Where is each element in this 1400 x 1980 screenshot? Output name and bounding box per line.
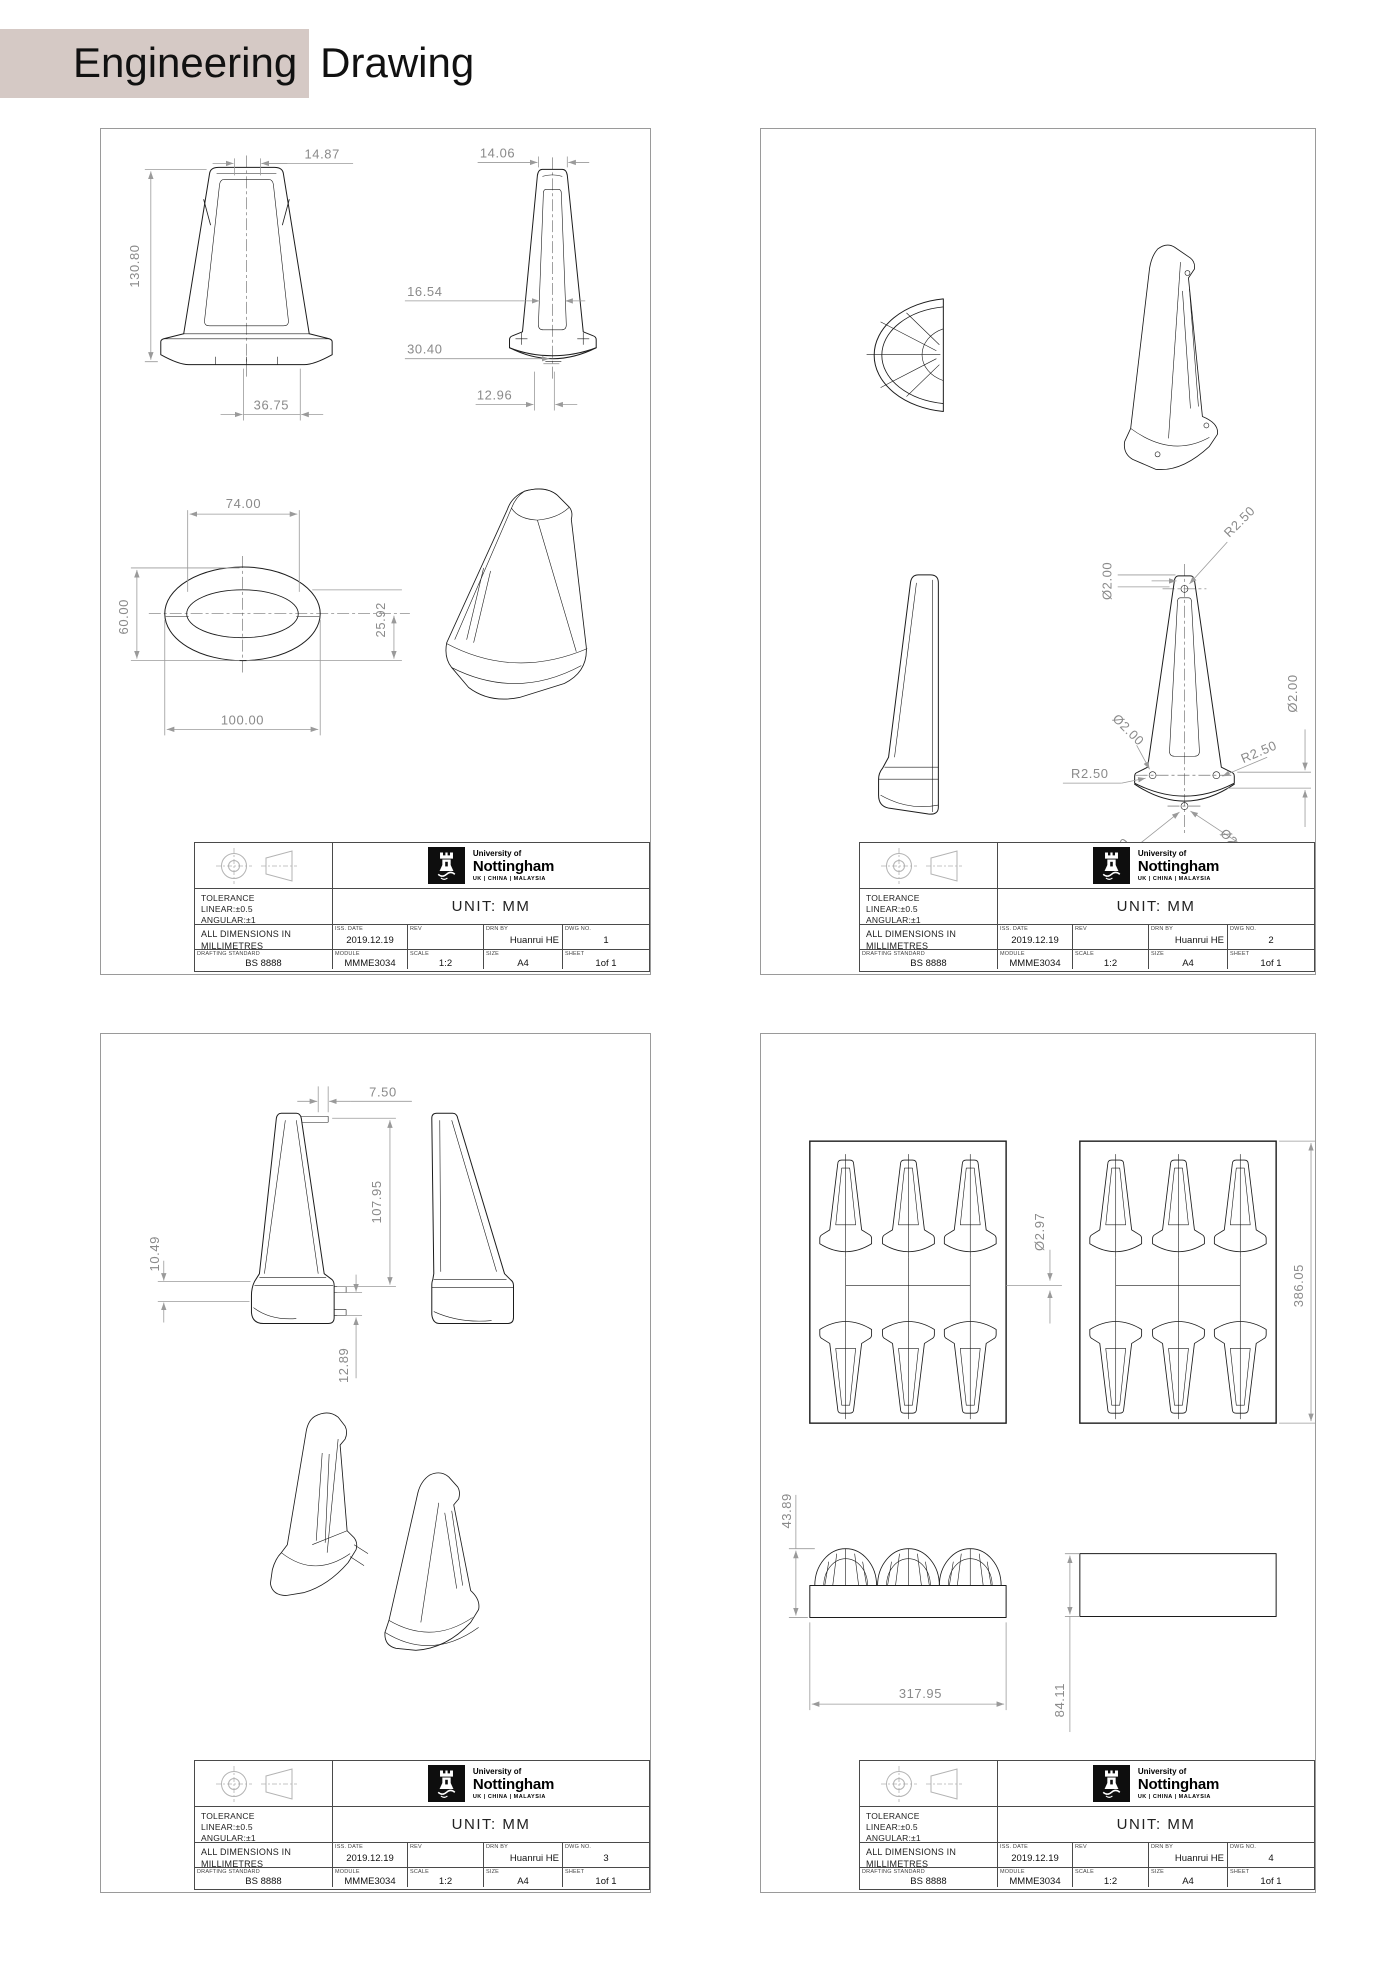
drawing-sheet-1 (100, 128, 651, 975)
sheet-cell: SHEET 1of 1 (562, 950, 649, 969)
university-logo (332, 843, 649, 888)
module-cell: MODULE MMME3034 (997, 950, 1072, 969)
dim-runner-dia: Ø2.97 (1031, 1212, 1047, 1251)
university-line2: Nottingham (1137, 857, 1220, 875)
drawing-sheet-2 (760, 128, 1316, 975)
projection-symbol-icon (195, 1761, 332, 1806)
rev-cell: REV (407, 1843, 483, 1867)
rev-cell: REV (1072, 1843, 1148, 1867)
dim-r-mid-left: R2.50 (1071, 766, 1109, 782)
dim-dia-top-left: Ø2.00 (1099, 561, 1115, 601)
dim-front-base-width: 36.75 (253, 397, 290, 413)
university-logo (997, 1761, 1314, 1806)
dim-front-top-width: 14.87 (304, 146, 340, 162)
dim-dia-mid-left: Ø2.00 (1109, 710, 1148, 749)
all-dimensions-note: ALL DIMENSIONS IN MILLIMETRES (866, 929, 957, 949)
university-line1: University of (472, 1767, 522, 1777)
university-line1: University of (1137, 849, 1187, 859)
dimensions-3 (147, 1084, 412, 1383)
all-dimensions-note: ALL DIMENSIONS IN MILLIMETRES (866, 1847, 957, 1867)
university-line3: UK | CHINA | MALAYSIA (1137, 1793, 1211, 1800)
unit-note: UNIT: MM (332, 889, 649, 924)
dim-side-bottom-width: 12.96 (476, 387, 513, 403)
right-half-side-view (432, 1113, 514, 1323)
projection-symbol-icon (195, 843, 332, 888)
drn-by-cell: DRN BY Huanrui HE (1148, 925, 1227, 949)
isometric-view (446, 489, 587, 699)
mold-side-view-plain (1080, 1554, 1276, 1617)
isometric-half-view (1124, 245, 1217, 470)
iss-date-cell: ISS. DATE 2019.12.19 (997, 925, 1072, 949)
mold-side-view-with-cavities (810, 1549, 1006, 1618)
university-logo-text (473, 849, 554, 881)
isometric-half-view-right (385, 1473, 479, 1650)
projection-symbol-icon (860, 843, 997, 888)
module-cell: MODULE MMME3034 (332, 1868, 407, 1887)
drawing-sheet-3 (100, 1033, 651, 1893)
module-cell: MODULE MMME3034 (997, 1868, 1072, 1887)
drafting-standard-cell: DRAFTING STANDARD BS 8888 (197, 951, 282, 969)
uon-castle-logo-icon (428, 847, 465, 884)
uon-castle-logo-icon (1093, 847, 1130, 884)
uon-castle-logo-icon (428, 1765, 465, 1802)
all-dimensions-note: ALL DIMENSIONS IN MILLIMETRES (201, 929, 292, 949)
dim-pin-spacing: 12.89 (336, 1347, 352, 1384)
sheet-cell: SHEET 1of 1 (562, 1868, 649, 1887)
title-block-4 (859, 1760, 1315, 1890)
drn-by-cell: DRN BY Huanrui HE (1148, 1843, 1227, 1867)
left-half-side-view (251, 1113, 346, 1323)
centerlines (149, 155, 553, 673)
iss-date-cell: ISS. DATE 2019.12.19 (332, 1843, 407, 1867)
university-line1: University of (472, 849, 522, 859)
dim-top-height: 60.00 (115, 599, 131, 635)
iss-date-cell: ISS. DATE 2019.12.19 (332, 925, 407, 949)
dimensions-4 (779, 1141, 1315, 1732)
drafting-standard-cell: DRAFTING STANDARD BS 8888 (197, 1869, 282, 1887)
page-title-highlight: Engineering (0, 29, 309, 98)
drafting-standard-cell: DRAFTING STANDARD BS 8888 (862, 951, 947, 969)
drn-by-cell: DRN BY Huanrui HE (483, 925, 562, 949)
dim-front-height: 130.80 (126, 244, 142, 288)
university-logo-text (1138, 849, 1219, 881)
dim-dia-right: Ø2.00 (1285, 674, 1301, 713)
size-cell: SIZE A4 (1148, 950, 1227, 969)
title-block-3 (194, 1760, 650, 1890)
dim-side-base-width: 30.40 (407, 341, 443, 357)
title-block-2 (859, 842, 1315, 972)
scale-cell: SCALE 1:2 (1072, 950, 1148, 969)
all-dimensions-note: ALL DIMENSIONS IN MILLIMETRES (201, 1847, 292, 1867)
size-cell: SIZE A4 (1148, 1868, 1227, 1887)
dwg-no-cell: DWG NO. 4 (1227, 1843, 1314, 1867)
size-cell: SIZE A4 (483, 950, 562, 969)
unit-note: UNIT: MM (997, 889, 1314, 924)
scale-cell: SCALE 1:2 (1072, 1868, 1148, 1887)
mold-plate-right-view (1080, 1141, 1276, 1423)
dim-r-mid-right: R2.50 (1238, 737, 1279, 766)
drafting-standard-cell: DRAFTING STANDARD BS 8888 (862, 1869, 947, 1887)
dim-plate-thickness: 84.11 (1051, 1682, 1067, 1718)
page-title (0, 29, 474, 98)
university-logo (332, 1761, 649, 1806)
university-logo (997, 843, 1314, 888)
university-logo-text (473, 1767, 554, 1799)
drn-by-cell: DRN BY Huanrui HE (483, 1843, 562, 1867)
size-cell: SIZE A4 (483, 1868, 562, 1887)
university-line2: Nottingham (472, 1775, 555, 1793)
dim-top-inner-width: 74.00 (225, 496, 262, 512)
title-block-1 (194, 842, 650, 972)
university-line3: UK | CHINA | MALAYSIA (1137, 875, 1211, 882)
dim-top-offset: 25.92 (372, 602, 388, 638)
dwg-no-cell: DWG NO. 1 (562, 925, 649, 949)
dimensions-2 (1063, 503, 1311, 875)
mold-plate-left-view (810, 1141, 1006, 1423)
dim-side-mid-width: 16.54 (407, 283, 443, 299)
page-title-rest: Drawing (320, 39, 475, 86)
unit-note: UNIT: MM (332, 1807, 649, 1842)
sheet-cell: SHEET 1of 1 (1227, 950, 1314, 969)
iss-date-cell: ISS. DATE 2019.12.19 (997, 1843, 1072, 1867)
uon-castle-logo-icon (1093, 1765, 1130, 1802)
dim-base-height: 10.49 (146, 1236, 162, 1272)
university-line1: University of (1137, 1767, 1187, 1777)
rev-cell: REV (1072, 925, 1148, 949)
tolerance-note: TOLERANCE LINEAR:±0.5 ANGULAR:±1 (866, 893, 921, 924)
rev-cell: REV (407, 925, 483, 949)
dim-r-top: R2.50 (1220, 503, 1258, 541)
university-logo-text (1138, 1767, 1219, 1799)
module-cell: MODULE MMME3034 (332, 950, 407, 969)
university-line3: UK | CHINA | MALAYSIA (472, 1793, 546, 1800)
projection-symbol-icon (860, 1761, 997, 1806)
dim-top-outer-width: 100.00 (220, 712, 265, 728)
tolerance-note: TOLERANCE LINEAR:±0.5 ANGULAR:±1 (201, 893, 256, 924)
dwg-no-cell: DWG NO. 2 (1227, 925, 1314, 949)
university-line2: Nottingham (472, 857, 555, 875)
unit-note: UNIT: MM (997, 1807, 1314, 1842)
tolerance-note: TOLERANCE LINEAR:±0.5 ANGULAR:±1 (866, 1811, 921, 1842)
half-top-view (867, 299, 944, 412)
dim-plate-width: 317.95 (898, 1686, 943, 1702)
dwg-no-cell: DWG NO. 3 (562, 1843, 649, 1867)
side-profile-view (879, 575, 939, 814)
university-line2: Nottingham (1137, 1775, 1220, 1793)
scale-cell: SCALE 1:2 (407, 950, 483, 969)
drawing-sheet-4 (760, 1033, 1316, 1893)
dim-body-height: 107.95 (368, 1180, 384, 1224)
side-view (510, 169, 597, 361)
isometric-half-view-left (270, 1413, 368, 1596)
university-line3: UK | CHINA | MALAYSIA (472, 875, 546, 882)
dim-plate-height: 386.05 (1291, 1264, 1307, 1308)
sheet-cell: SHEET 1of 1 (1227, 1868, 1314, 1887)
scale-cell: SCALE 1:2 (407, 1868, 483, 1887)
dim-cavity-height: 43.89 (778, 1493, 794, 1529)
dim-pin-width: 7.50 (369, 1084, 397, 1100)
tolerance-note: TOLERANCE LINEAR:±0.5 ANGULAR:±1 (201, 1811, 256, 1842)
dim-side-top-width: 14.06 (479, 145, 516, 161)
